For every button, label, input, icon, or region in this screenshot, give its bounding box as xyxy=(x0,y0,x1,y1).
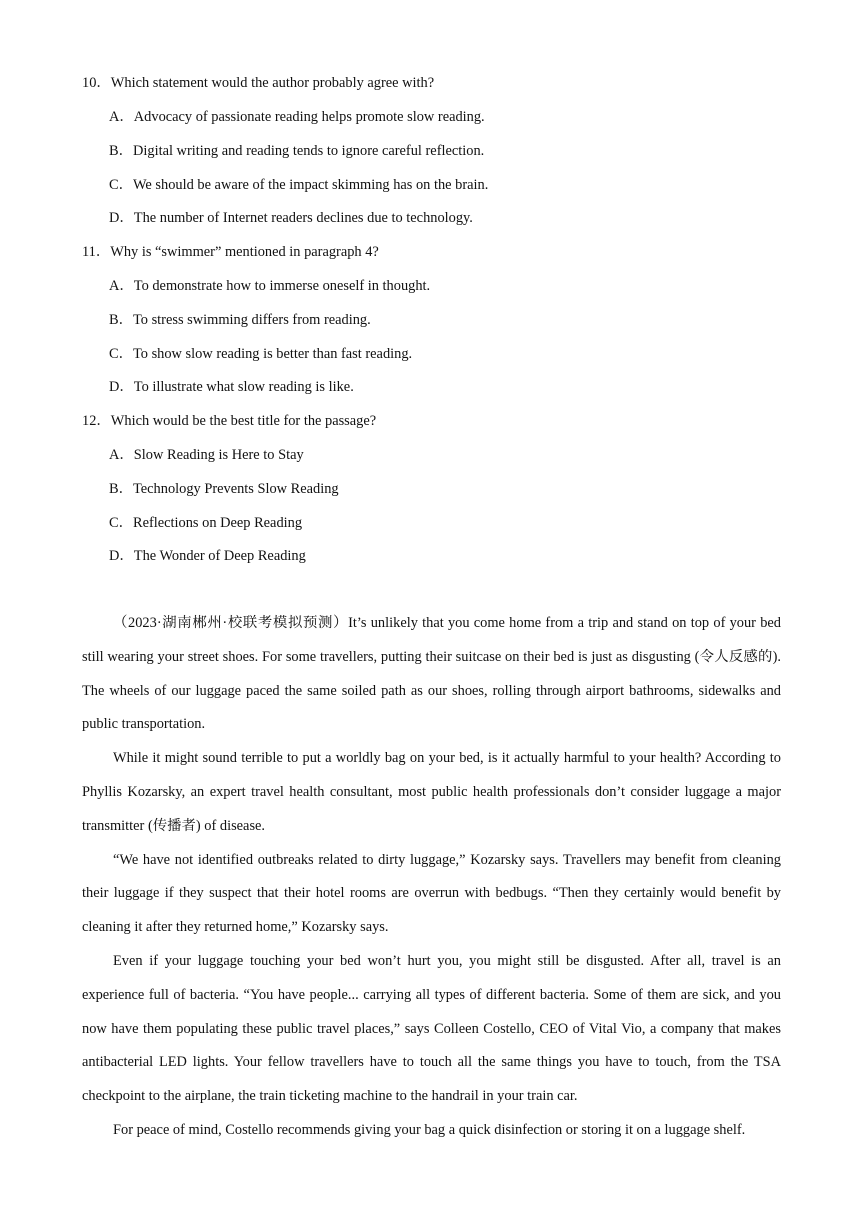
question-10 xyxy=(82,73,434,93)
passage-paragraph: Even if your luggage touching your bed won’t hurt you, you might still be disgusted. After all, travel is an experience full of bacteria. “You have people... carrying all types of different bacteria. Some of them are sick, and you now have them populating these public travel places,” says Colleen Costello, CEO of Vital Vio, a company that makes antibacterial LED lights. Your fellow travellers have to touch all the same things you have to touch, from the TSA checkpoint to the airplane, the train ticketing machine to the handrail in your train car. xyxy=(82,952,781,1105)
option-11-a: A．To demonstrate how to immerse oneself in thought. xyxy=(109,278,431,294)
option-10-a: A．Advocacy of passionate reading helps promote slow reading. xyxy=(109,109,485,125)
option-10-b: B．Digital writing and reading tends to ignore careful reflection. xyxy=(109,143,485,159)
question-separator: ． xyxy=(96,413,111,429)
option-12-b: B．Technology Prevents Slow Reading xyxy=(109,481,339,497)
question-separator: ． xyxy=(95,244,111,260)
question-number: 11 xyxy=(82,244,96,260)
option-12-c: C．Reflections on Deep Reading xyxy=(109,515,303,531)
question-11 xyxy=(82,242,379,262)
question-separator: ． xyxy=(96,75,111,91)
option-11-d: D．To illustrate what slow reading is like. xyxy=(109,379,354,395)
question-stem: Which would be the best title for the passage? xyxy=(110,413,377,429)
passage-paragraph: （2023·湖南郴州·校联考模拟预测）It’s unlikely that you come home from a trip and stand on top of your bed still wearing your street shoes. For some travellers, putting their suitcase on their bed is just as disgusting (令人反感的). The wheels of our luggage paced the same soiled path as our shoes, rolling through airport bathrooms, sidewalks and public transportation. xyxy=(82,615,781,733)
option-10-d: D．The number of Internet readers declines due to technology. xyxy=(109,210,473,226)
passage-paragraph: For peace of mind, Costello recommends giving your bag a quick disinfection or storing it on a luggage shelf. xyxy=(113,1121,746,1138)
passage-paragraph: “We have not identified outbreaks related to dirty luggage,” Kozarsky says. Travellers may benefit from cleaning their luggage if they suspect that their hotel rooms are overrun with bedbugs. “Then they certainly would benefit by cleaning it after they returned home,” Kozarsky says. xyxy=(82,851,781,936)
reading-passage xyxy=(82,607,781,1148)
option-12-d: D．The Wonder of Deep Reading xyxy=(109,548,306,564)
option-11-b: B．To stress swimming differs from reading. xyxy=(109,312,371,328)
option-11-c: C．To show slow reading is better than fast reading. xyxy=(109,346,413,362)
question-stem: Which statement would the author probably agree with? xyxy=(110,75,435,91)
question-number: 10 xyxy=(82,75,97,91)
passage-paragraph: While it might sound terrible to put a worldly bag on your bed, is it actually harmful to your health? According to Phyllis Kozarsky, an expert travel health consultant, most public health professionals don’t consider luggage a major transmitter (传播者) of disease. xyxy=(82,750,781,834)
question-number: 12 xyxy=(82,413,97,429)
question-stem: Why is “swimmer” mentioned in paragraph 4? xyxy=(110,244,379,260)
option-12-a: A．Slow Reading is Here to Stay xyxy=(109,447,304,463)
option-10-c: C．We should be aware of the impact skimming has on the brain. xyxy=(109,177,489,193)
question-12 xyxy=(82,411,376,431)
